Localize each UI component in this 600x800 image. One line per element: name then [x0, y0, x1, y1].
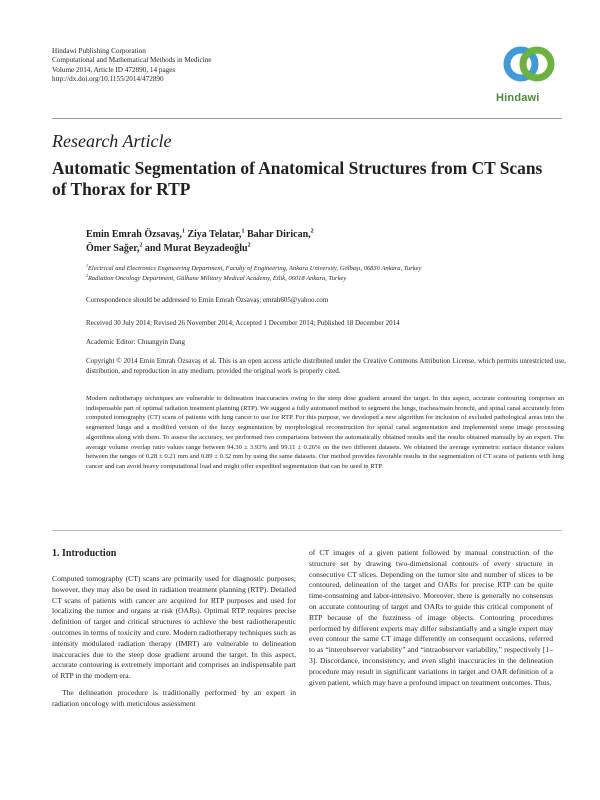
- author-name: Bahar Dirican,: [244, 229, 311, 240]
- author-list: [86, 228, 556, 256]
- author-name: Emin Emrah Özsavaş,: [86, 229, 182, 240]
- affiliation-text: Electrical and Electronics Engineering Department, Faculty of Engineering, Ankara University, Gölbaşı, 06830 Ankara, Turkey: [87, 265, 422, 272]
- affiliation-marker: 2: [310, 228, 314, 235]
- affiliation-marker: 2: [247, 242, 251, 249]
- affiliation-item: [86, 264, 566, 274]
- affiliations: [86, 264, 566, 284]
- author-name: and Murat Beyzadeoğlu: [142, 243, 248, 254]
- article-dates: Received 30 July 2014; Revised 26 November 2014; Accepted 1 December 2014; Published 18 December 2014: [86, 319, 400, 327]
- author-name: Ziya Telatar,: [184, 229, 242, 240]
- right-column: [309, 548, 553, 688]
- author-line-2: [86, 242, 556, 256]
- article-title: Automatic Segmentation of Anatomical Structures from CT Scans of Thorax for RTP: [52, 158, 543, 199]
- doi-link[interactable]: http://dx.doi.org/10.1155/2014/472890: [52, 75, 164, 84]
- abstract: Modern radiotherapy techniques are vulnerable to delineation inaccuracies owing to the steep dose gradient around the target. In this aspect, accurate contouring comprises an indispensable part of optimal radiation treatment planning (RTP). We suggest a fully automated method to segment the lungs, trachea/main bronchi, and spinal canal accurately from computed tomography (CT) scans of patients with lung cancer to use for RTP. For this purpose, we developed a new algorithm for inclusion of excluded pathological areas into the segmented lungs and a modified version of the fuzzy segmentation by morphological reconstruction for spinal canal segmentation and implemented some image processing algorithms along with them. To assess the accuracy, we performed two comparisons between the automatically obtained results and the results obtained manually by an expert. The average volume overlap ratio values range between 94.30 ± 3.93% and 99.11 ± 0.26% on the two different datasets. We obtained the average symmetric surface distance values between the ranges of 0.28 ± 0.21 mm and 0.89 ± 0.32 mm by using the same datasets. Our method provides favorable results in the segmentation of CT scans of patients with lung cancer and can avoid heavy computational load and might offer expedited segmentation that can be used in RTP.: [86, 395, 564, 470]
- author-line-1: [86, 228, 556, 242]
- affiliation-marker: 1: [241, 228, 245, 235]
- left-column: [52, 574, 296, 710]
- section-heading: 1. Introduction: [52, 548, 117, 559]
- header-divider: [52, 118, 562, 119]
- publisher-name: Hindawi Publishing Corporation: [52, 47, 146, 55]
- hindawi-logo-text: Hindawi: [496, 92, 540, 104]
- correspondence: Correspondence should be addressed to Emin Emrah Özsavaş; emrah605@yahoo.com: [86, 296, 329, 304]
- paragraph: Computed tomography (CT) scans are primarily used for diagnostic purposes; however, they may also be used in radiation treatment planning (RTP). Detailed CT scans of patients with cancer are acquired for RTP purposes and used for localizing the tumor and organs at risk (OARs). Optimal RTP requires precise definition of target and critical structures to achieve the best radiotherapeutic outcomes in terms of toxicity and cure. Modern radiotherapy techniques such as intensity modulated radiation therapy (IMRT) are vulnerable to delineation inaccuracies due to the steep dose gradient around the target. In this aspect, accurate contouring is extremely important and comprises an indispensable part of RTP in the modern era.: [52, 574, 296, 681]
- journal-name: Computational and Mathematical Methods in Medicine: [52, 56, 212, 65]
- section-divider: [52, 530, 562, 531]
- affiliation-marker: 2: [139, 242, 143, 249]
- copyright-notice: Copyright © 2014 Emin Emrah Özsavaş et al. This is an open access article distributed under the Creative Commons Attribution License, which permits unrestricted use, distribution, and reproduction in any medium, provided the original work is properly cited.: [86, 357, 566, 376]
- affiliation-text: Radiation Oncology Department, Gülhane Military Medical Academy, Etlik, 06018 Ankara, Turkey: [87, 275, 347, 282]
- author-name: Ömer Sağer,: [86, 243, 140, 254]
- affiliation-item: [86, 274, 566, 284]
- affiliation-marker: 1: [86, 263, 88, 268]
- paragraph: of CT images of a given patient followed by manual construction of the structure set by drawing two-dimensional contours of every structure in consecutive CT slices. Depending on the tumor site and number of slices to be contoured, delineation of the target and OARs for precise RTP can be quite time-consuming and labor-intensive. Moreover, there is generally no consensus on accurate contouring of target and OARs to guide this critical component of RTP because of the fuzziness of image objects. Contouring procedures performed by different experts may differ substantially and a single expert may even contour the same CT image differently on consequent occasions, referred to as “interobserver variability” and “intraobserver variability,” respectively [1–3]. Discordance, inconsistency, and even slight inaccuracies in the delineation procedure may result in significant variations in target and OAR definition of a given patient, which may have a profound impact on treatment outcomes. Thus,: [309, 548, 553, 687]
- academic-editor: Academic Editor: Chuangyin Dang: [86, 338, 185, 346]
- publication-info: [52, 47, 212, 85]
- affiliation-marker: 1: [181, 228, 185, 235]
- volume-info: Volume 2014, Article ID 472890, 14 pages: [52, 65, 176, 74]
- paragraph: The delineation procedure is traditionally performed by an expert in radiation oncology with meticulous assessment: [52, 687, 296, 708]
- article-type: Research Article: [52, 131, 172, 151]
- affiliation-marker: 2: [86, 273, 88, 278]
